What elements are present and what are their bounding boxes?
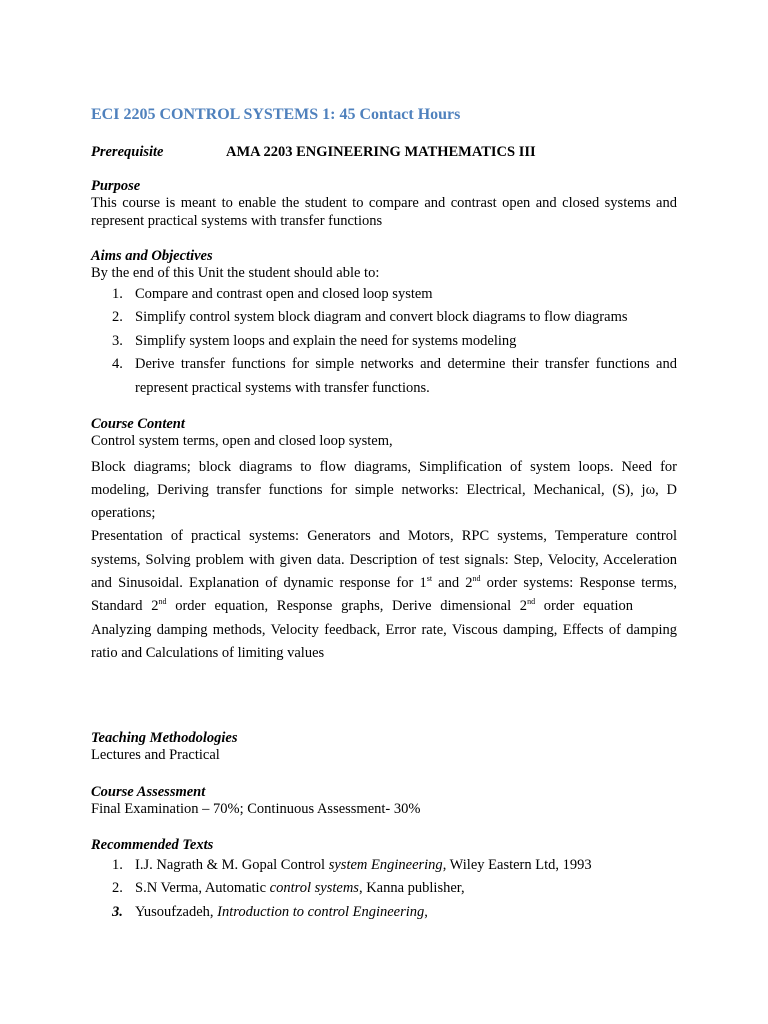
teaching-text: Lectures and Practical (91, 747, 220, 764)
teaching-heading: Teaching Methodologies (91, 730, 238, 747)
list-item (91, 283, 677, 307)
list-item (91, 330, 677, 354)
aims-heading: Aims and Objectives (91, 248, 213, 264)
purpose-heading: Purpose (91, 178, 141, 194)
course-title: ECI 2205 CONTROL SYSTEMS 1: 45 Contact Hours (91, 106, 461, 123)
assessment-heading: Course Assessment (91, 783, 206, 800)
recommended-texts-heading: Recommended Texts (91, 837, 214, 854)
course-content-body (91, 433, 677, 665)
list-item-number: 3. (112, 332, 123, 349)
list-item-text: Compare and contrast open and closed loop system (135, 285, 433, 302)
list-item-number: 4. (112, 356, 123, 372)
list-item-number: 2. (112, 880, 123, 897)
content-paragraph-1: Control system terms, open and closed loop system, (91, 433, 393, 449)
prerequisite-label: Prerequisite (91, 144, 164, 160)
course-content-heading: Course Content (91, 416, 185, 432)
list-item-text: I.J. Nagrath & M. Gopal Control system Engineering, Wiley Eastern Ltd, 1993 (135, 857, 592, 874)
recommended-texts-list (91, 854, 677, 924)
list-item (91, 901, 677, 924)
list-item-text: Simplify control system block diagram and convert block diagrams to flow diagrams (135, 309, 628, 325)
list-item-number: 3. (112, 903, 123, 920)
content-paragraph-2: Block diagrams; block diagrams to flow diagrams, Simplification of system loops. Need for modeling, Deriving transfer functions for simple networks: Electrical, Mechanical, (S), jω, D operations; (91, 458, 677, 522)
aims-intro: By the end of this Unit the student should able to: (91, 265, 380, 281)
assessment-text: Final Examination – 70%; Continuous Assessment- 30% (91, 800, 421, 817)
list-item-number: 1. (112, 285, 123, 302)
prerequisite-row (91, 143, 677, 161)
prerequisite-value: AMA 2203 ENGINEERING MATHEMATICS III (226, 144, 536, 160)
list-item (91, 854, 677, 877)
objectives-list (91, 283, 677, 401)
document-page (91, 104, 677, 924)
list-item-text: S.N Verma, Automatic control systems, Kanna publisher, (135, 880, 465, 897)
list-item-text: Simplify system loops and explain the need for systems modeling (135, 332, 517, 349)
list-item-text: Derive transfer functions for simple networks and determine their transfer functions and represent practical systems with transfer functions. (135, 356, 677, 396)
content-paragraph-3: Presentation of practical systems: Generators and Motors, RPC systems, Temperature control systems, Solving problem with given data. Description of test signals: Step, Velocity, Acceleration and Sinusoidal. Explanation of dynamic response for 1st and 2nd order systems: Response terms, Standard 2nd order equation, Response graphs, Derive dimensional 2nd order equationAnalyzing damping methods, Velocity feedback, Error rate, Viscous damping, Effects of damping ratio and Calculations of limiting values (91, 528, 677, 661)
purpose-text: This course is meant to enable the student to compare and contrast open and closed systems and represent practical systems with transfer functions (91, 195, 677, 229)
list-item (91, 306, 677, 330)
list-item (91, 877, 677, 900)
list-item-number: 2. (112, 309, 123, 325)
list-item-text: Yusoufzadeh, Introduction to control Engineering, (135, 903, 428, 920)
list-item-number: 1. (112, 857, 123, 874)
list-item (91, 353, 677, 400)
